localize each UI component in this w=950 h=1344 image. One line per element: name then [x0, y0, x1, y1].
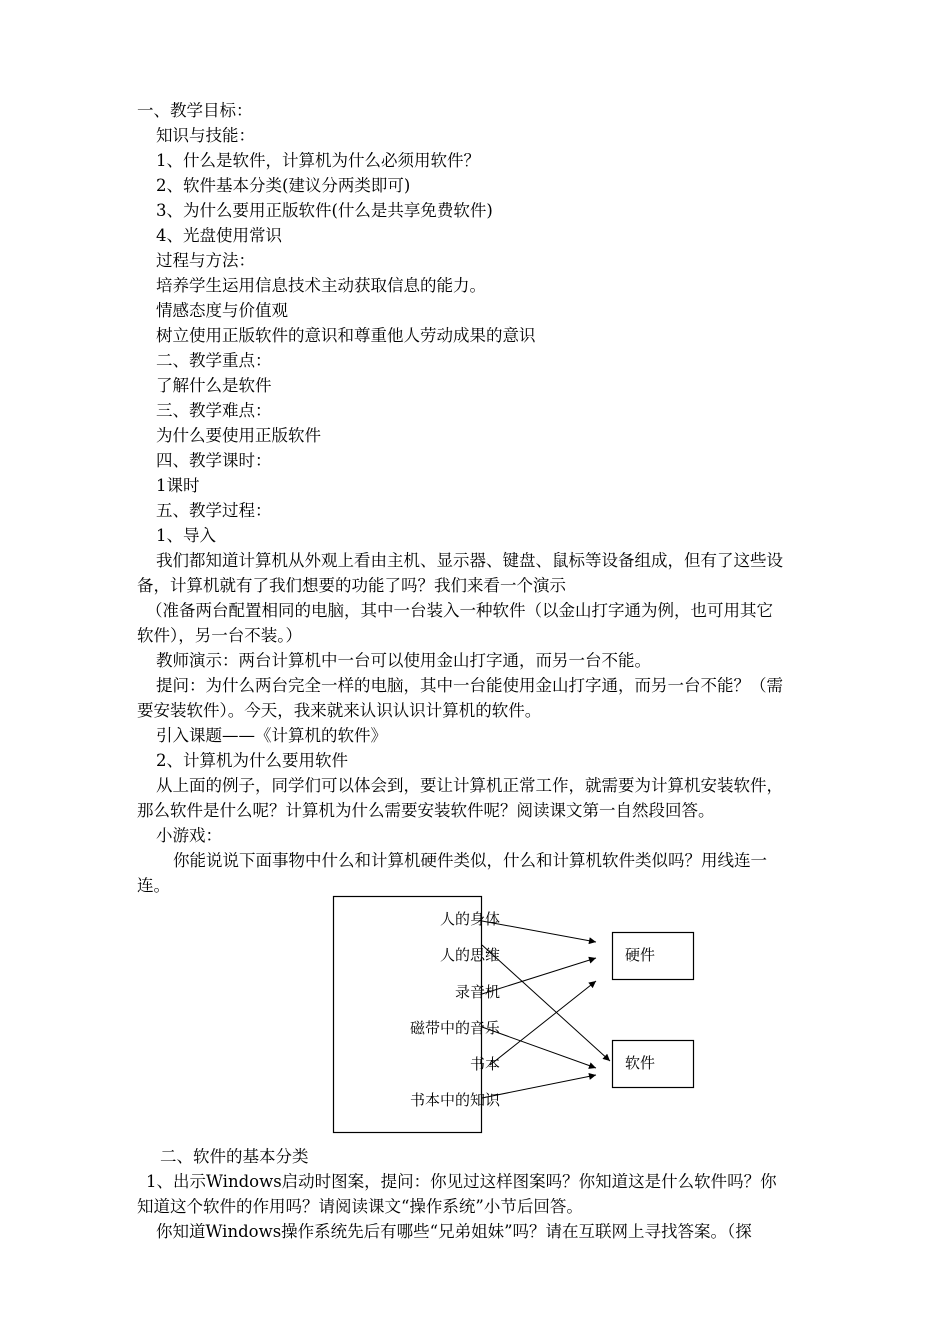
paragraph-attitude-values: 树立使用正版软件的意识和尊重他人劳动成果的意识 [156, 326, 536, 345]
diagram-label-hardware: 硬件 [625, 946, 656, 964]
section-heading-process: 五、教学过程： [156, 501, 272, 520]
matching-diagram [330, 893, 700, 1136]
subheading-attitude-values: 情感态度与价值观 [156, 301, 288, 320]
paragraph-windows-family: 你知道Windows操作系统先后有哪些“兄弟姐妹”吗？请在互联网上寻找答案。（探 [156, 1222, 752, 1241]
paragraph-class-hours: 1课时 [156, 476, 200, 495]
paragraph-game-line-2: 连。 [137, 876, 170, 895]
connector-thought-to-software [482, 945, 610, 1061]
paragraph-why-line-2: 那么软件是什么呢？计算机为什么需要安装软件呢？阅读课文第一自然段回答。 [137, 801, 715, 820]
diagram-item-tape-music: 磁带中的音乐 [409, 1019, 500, 1037]
paragraph-topic: 引入课题——《计算机的软件》 [156, 726, 387, 745]
diagram-item-recorder: 录音机 [454, 983, 500, 1001]
paragraph-key-points: 了解什么是软件 [156, 376, 272, 395]
step-heading-intro: 1、导入 [156, 526, 216, 545]
paragraph-prep-line-1: （准备两台配置相同的电脑，其中一台装入一种软件（以金山打字通为例，也可用其它 [146, 601, 773, 620]
connector-book-to-hardware [490, 981, 596, 1065]
paragraph-process-method: 培养学生运用信息技术主动获取信息的能力。 [156, 276, 486, 295]
diagram-item-book-knowledge: 书本中的知识 [409, 1091, 500, 1109]
paragraph-difficulties: 为什么要使用正版软件 [156, 426, 321, 445]
diagram-label-software: 软件 [625, 1054, 656, 1072]
paragraph-windows-line-1: 1、出示Windows启动时图案，提问：你见过这样图案吗？你知道这是什么软件吗？你 [146, 1172, 777, 1191]
paragraph-mini-game: 小游戏： [156, 826, 222, 845]
paragraph-windows-line-2: 知道这个软件的作用吗？请阅读课文“操作系统”小节后回答。 [137, 1197, 583, 1216]
diagram-item-thought: 人的思维 [439, 946, 500, 964]
paragraph-prep-line-2: 软件），另一台不装。） [137, 626, 302, 645]
paragraph-demo: 教师演示：两台计算机中一台可以使用金山打字通，而另一台不能。 [156, 651, 651, 670]
section-heading-key-points: 二、教学重点： [156, 351, 272, 370]
diagram-item-book: 书本 [469, 1055, 500, 1073]
paragraph-why-line-1: 从上面的例子，同学们可以体会到，要让计算机正常工作，就需要为计算机安装软件， [156, 776, 783, 795]
paragraph-intro-line-1: 我们都知道计算机从外观上看由主机、显示器、键盘、鼠标等设备组成，但有了这些设 [156, 551, 783, 570]
objective-item-2: 2、软件基本分类(建议分两类即可) [156, 176, 411, 195]
section-heading-difficulties: 三、教学难点： [156, 401, 272, 420]
paragraph-intro-line-2: 备，计算机就有了我们想要的功能了吗？我们来看一个演示 [137, 576, 566, 595]
objective-item-3: 3、为什么要用正版软件(什么是共享免费软件) [156, 201, 493, 220]
objective-item-1: 1、什么是软件，计算机为什么必须用软件？ [156, 151, 480, 170]
paragraph-game-line-1: 你能说说下面事物中什么和计算机硬件类似，什么和计算机软件类似吗？用线连一 [173, 851, 767, 870]
objective-item-4: 4、光盘使用常识 [156, 226, 282, 245]
subheading-knowledge-skills: 知识与技能： [156, 126, 255, 145]
step-heading-why-software: 2、计算机为什么要用软件 [156, 751, 348, 770]
section-heading-class-hours: 四、教学课时： [156, 451, 272, 470]
section-heading-objectives: 一、教学目标： [137, 101, 253, 120]
paragraph-question-line-2: 要安装软件）。今天，我来就来认识认识计算机的软件。 [137, 701, 542, 720]
subheading-process-method: 过程与方法： [156, 251, 255, 270]
section-heading-classification: 二、软件的基本分类 [160, 1147, 309, 1166]
diagram-canvas [330, 893, 700, 1136]
paragraph-question-line-1: 提问：为什么两台完全一样的电脑，其中一台能使用金山打字通，而另一台不能？（需 [156, 676, 783, 695]
diagram-item-body: 人的身体 [439, 910, 500, 928]
